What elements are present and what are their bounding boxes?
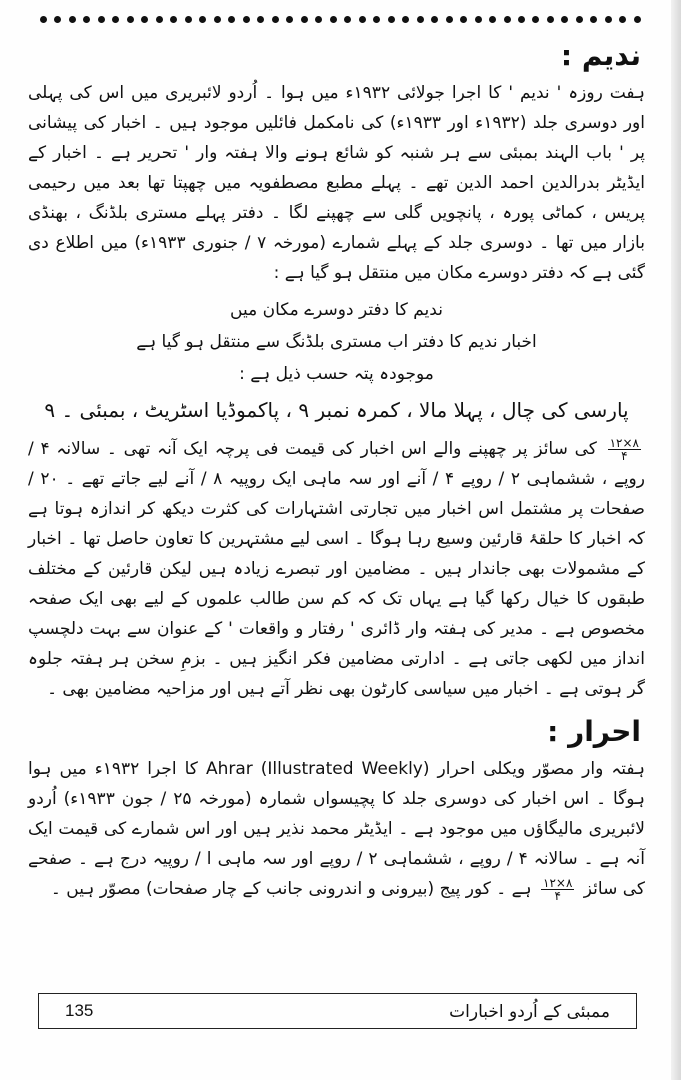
rule-dot [402, 16, 409, 23]
page-body [28, 38, 645, 968]
section-title-ahrar: احرار : [547, 715, 641, 748]
ahrar-paragraph [28, 754, 645, 904]
rule-dot [112, 16, 119, 23]
rule-dot [330, 16, 337, 23]
rule-dot [373, 16, 380, 23]
rule-dot [460, 16, 467, 23]
notice-address: پارسی کی چال ، پہلا مالا ، کمرہ نمبر ۹ ، پاکموڈیا اسٹریٹ ، بمبئی ۔ ۹ [44, 398, 629, 422]
rule-dot [315, 16, 322, 23]
rule-dot [590, 16, 597, 23]
rule-dot [98, 16, 105, 23]
rule-dot [561, 16, 568, 23]
ahrar-paragraph-text-2: ہے ۔ کور پیج (بیرونی و اندرونی جانب کے چار صفحات) مصوّر ہیں ۔ [50, 879, 532, 899]
rule-dot [605, 16, 612, 23]
rule-dot [69, 16, 76, 23]
ahrar-paragraph-text-1: ہفتہ وار مصوّر ویکلی احرار (Ahrar (Illustrated Weekly کا اجرا ۱۹۳۲ء میں ہوا ہوگا ۔ اس اخبار کی دوسری جلد کا پچیسواں شمارہ (مورخہ ۲۵ / جون ۱۹۳۳ء) اُردو لائبریری مالیگاؤں میں موجود ہے ۔ ایڈیٹر محمد نذیر ہیں اور اس شمارے کی قیمت ایک آنہ ہے ۔ سالانہ ۴ / روپے ، ششماہی ۲ / روپے اور سہ ماہی ا / روپیہ درج ہے ۔ صفحے کی سائز [28, 759, 645, 899]
rule-dot [431, 16, 438, 23]
rule-dot [475, 16, 482, 23]
rule-dot [286, 16, 293, 23]
rule-dot [359, 16, 366, 23]
rule-dot [417, 16, 424, 23]
rule-dot [272, 16, 279, 23]
section-title-nadeem: ندیم : [560, 39, 641, 72]
nadeem-paragraph-2 [28, 434, 645, 704]
rule-dot [40, 16, 47, 23]
rule-dot [489, 16, 496, 23]
rule-dot [576, 16, 583, 23]
rule-dot [141, 16, 148, 23]
rule-dot [301, 16, 308, 23]
rule-dot [170, 16, 177, 23]
rule-dot [156, 16, 163, 23]
rule-dot [388, 16, 395, 23]
rule-dot [127, 16, 134, 23]
rule-dot [344, 16, 351, 23]
rule-dot [619, 16, 626, 23]
book-title: ممبئی کے اُردو اخبارات [449, 1001, 610, 1022]
page-fold-shadow [671, 0, 681, 1080]
rule-dot [214, 16, 221, 23]
rule-dot [504, 16, 511, 23]
rule-dot [54, 16, 61, 23]
size-fraction: $\frac{۱۲\times ۸}{۴}$ [609, 435, 639, 463]
rule-dot [446, 16, 453, 23]
top-dotted-rule [40, 14, 641, 24]
notice-line-3: موجودہ پتہ حسب ذیل ہے : [239, 364, 434, 384]
rule-dot [243, 16, 250, 23]
nadeem-paragraph-1: ہفت روزہ ' ندیم ' کا اجرا جولائی ۱۹۳۲ء میں ہوا ۔ اُردو لائبریری میں اس کی پہلی اور دوسری جلد (۱۹۳۲ء اور ۱۹۳۳ء) کی نامکمل فائلیں موجود ہیں ۔ اخبار کی پیشانی پر ' باب الہند بمبئی سے ہر شنبہ کو شائع ہونے والا ہفتہ وار ' تحریر ہے ۔ اخبار کے ایڈیٹر بدرالدین احمد الدین تھے ۔ پہلے مطبع مصطفویہ میں چھپتا تھا بعد میں رحیمی پریس ، کماٹی پورہ ، پانچویں گلی سے چھپنے لگا ۔ دفتر پہلے مستری بلڈنگ ، بھنڈی بازار میں تھا ۔ دوسری جلد کے پہلے شمارے (مورخہ ۷ / جنوری ۱۹۳۳ء) میں اطلاع دی گئی ہے کہ دفتر دوسرے مکان میں منتقل ہو گیا ہے : [28, 83, 645, 283]
rule-dot [518, 16, 525, 23]
rule-dot [185, 16, 192, 23]
page-number: 135 [65, 1001, 94, 1020]
nadeem-office-notice [28, 294, 645, 430]
nadeem-paragraph-2-text: کی سائز پر چھپنے والے اس اخبار کی قیمت فی پرچہ ایک آنہ تھی ۔ سالانہ ۴ / روپے ، ششماہی ۲ / روپے ۴ / آنے اور سہ ماہی ایک روپیہ ۸ / آنے لیے جاتے تھے ۔ ۲۰ / صفحات پر مشتمل اس اخبار میں تجارتی اشتہارات کی کثرت دیکھ کر اندازہ ہوتا ہے کہ اخبار کا حلقۂ قارئین وسیع رہا ہوگا ۔ اسی لیے مشتہرین کا تعاون حاصل تھا ۔ اخبار کے مشمولات بھی جاندار ہیں ۔ مضامین اور تبصرے زیادہ ہیں لیکن قارئین کے مختلف طبقوں کا خیال رکھا گیا ہے یہاں تک کہ کم سن طالب علموں کے لیے بھی ایک صفحہ مخصوص ہے ۔ مدیر کی ہفتہ وار ڈائری ' رفتار و واقعات ' کے عنوان سے بہت دلچسپ انداز میں لکھی جاتی ہے ۔ ادارتی مضامین فکر انگیز ہیں ۔ بزمِ سخن ہر ہفتہ جلوہ گر ہوتی ہے ۔ اخبار میں سیاسی کارٹون بھی نظر آتے ہیں اور مزاحیہ مضامین بھی ۔ [28, 439, 645, 699]
notice-line-1: ندیم کا دفتر دوسرے مکان میں [230, 300, 443, 320]
rule-dot [228, 16, 235, 23]
rule-dot [532, 16, 539, 23]
rule-dot [257, 16, 264, 23]
rule-dot [547, 16, 554, 23]
size-fraction-ahrar: $\frac{۱۲\times ۸}{۴}$ [543, 875, 573, 903]
rule-dot [83, 16, 90, 23]
notice-line-2: اخبار ندیم کا دفتر اب مستری بلڈنگ سے منتقل ہو گیا ہے [136, 332, 537, 352]
rule-dot [634, 16, 641, 23]
rule-dot [199, 16, 206, 23]
page-footer [38, 993, 637, 1029]
